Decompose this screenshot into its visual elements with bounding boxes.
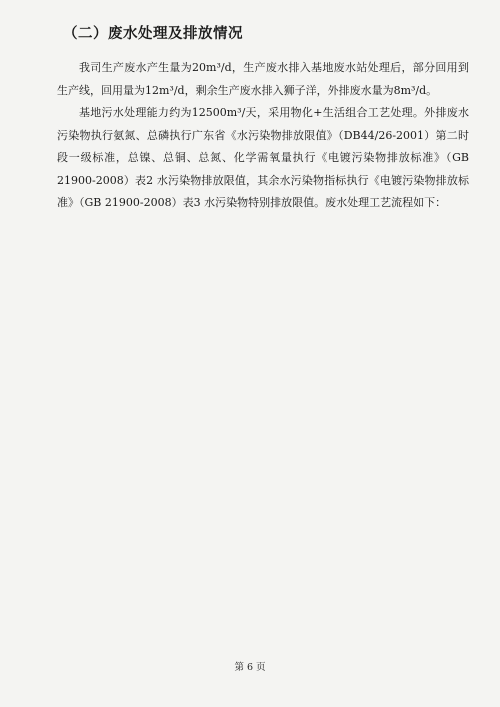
page-number: 第 6 页 xyxy=(234,662,266,673)
paragraph-wastewater-volume: 我司生产废水产生量为20m³/d，生产废水排入基地废水站处理后，部分回用到生产线，回用量为12m³/d，剩余生产废水排入狮子洋，外排废水量为8m³/d。 xyxy=(57,61,469,97)
paragraph-treatment-standards: 基地污水处理能力约为12500m³/天，采用物化+生活组合工艺处理。外排废水污染物执行氨氮、总磷执行广东省《水污染物排放限值》（DB44/26-2001）第二时段一级标准，总镍、总铜、总氮、化学需氧量执行《电镀污染物排放标准》（GB 21900-2008）表2 水污染物排放限值，其余水污染物指标执行《电镀污染物排放标准》（GB 21900-2008）表3 水污染物特别排放限值。废水处理工艺流程如下： xyxy=(57,106,469,209)
section-body xyxy=(57,57,469,215)
section-heading: （二）废水处理及排放情况 xyxy=(63,26,243,42)
